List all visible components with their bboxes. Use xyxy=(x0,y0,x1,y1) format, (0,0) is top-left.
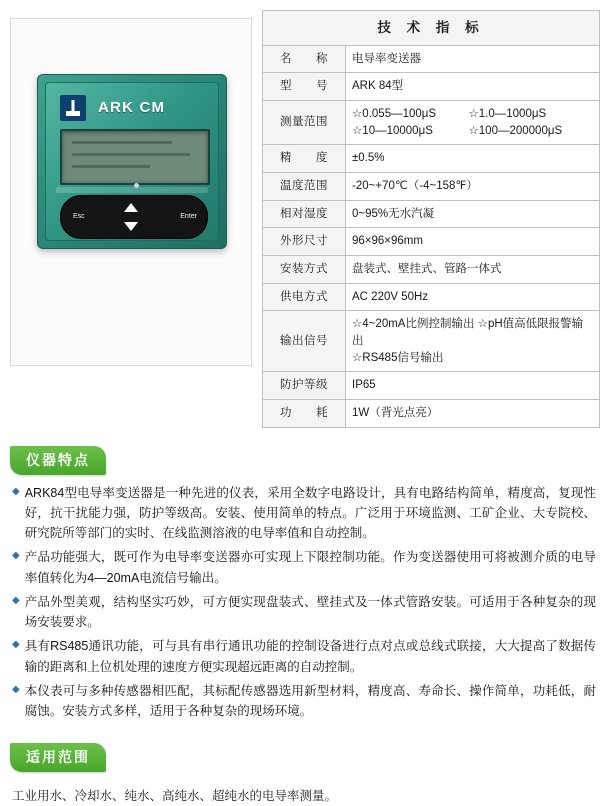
arrow-down-icon xyxy=(124,222,138,231)
spec-label-dimensions: 外形尺寸 xyxy=(263,228,346,256)
table-row xyxy=(263,283,600,311)
output-line-2: ☆RS485信号输出 xyxy=(352,351,444,364)
spec-value-name: 电导率变送器 xyxy=(346,45,600,73)
spec-value-dimensions: 96×96×96mm xyxy=(346,228,600,256)
features-list xyxy=(12,483,596,722)
table-row xyxy=(263,399,600,427)
spec-value-accuracy: ±0.5% xyxy=(346,145,600,173)
features-section-header xyxy=(10,446,106,475)
spec-label-model: 型 号 xyxy=(263,73,346,101)
diamond-bullet-icon: ◆ xyxy=(12,594,20,606)
list-item xyxy=(12,681,596,722)
feature-text: 产品功能强大，既可作为电导率变送器亦可实现上下限控制功能。作为变送器使用可将被测介质的电导率值转化为4—20mA电流信号输出。 xyxy=(24,550,596,585)
table-row xyxy=(263,255,600,283)
device-lcd-screen xyxy=(60,129,210,185)
list-item xyxy=(12,636,596,677)
spec-table-container xyxy=(262,10,600,428)
spec-value-output xyxy=(346,311,600,372)
feature-text: 产品外型美观，结构坚实巧妙，可方便实现盘装式、壁挂式及一体式管路安装。可适用于各种复杂的现场安装要求。 xyxy=(24,594,596,630)
table-row xyxy=(263,100,600,144)
diamond-bullet-icon: ◆ xyxy=(12,550,20,562)
table-row xyxy=(263,200,600,228)
table-row xyxy=(263,311,600,372)
list-item xyxy=(12,547,596,588)
table-row xyxy=(263,145,600,173)
manufacturer-logo-icon xyxy=(60,95,86,121)
range-option-4: ☆100—200000μS xyxy=(468,124,563,137)
range-option-1: ☆0.055—100μS xyxy=(352,107,437,120)
esc-key-label: Esc xyxy=(73,213,85,220)
table-row xyxy=(263,372,600,400)
table-row xyxy=(263,228,600,256)
panel-divider xyxy=(56,187,208,193)
device-keypad xyxy=(60,195,208,239)
arrow-up-icon xyxy=(124,203,138,212)
device-front-panel xyxy=(45,82,219,241)
table-row xyxy=(263,172,600,200)
feature-text: ARK84型电导率变送器是一种先进的仪表，采用全数字电路设计，具有电路结构简单，精度高，复现性好，抗干扰能力强，防护等级高。安装、使用简单的特点。广泛用于环境监测、工矿企业、大专院校、研究院所等部门的实时、在线监测溶液的电导率值和自动控制。 xyxy=(24,485,596,541)
spec-value-consumption: 1W（背光点亮） xyxy=(346,399,600,427)
diamond-bullet-icon: ◆ xyxy=(12,485,20,497)
spec-label-accuracy: 精 度 xyxy=(263,145,346,173)
spec-value-model: ARK 84型 xyxy=(346,73,600,101)
scope-description: 工业用水、冷却水、纯水、高纯水、超纯水的电导率测量。 xyxy=(12,789,338,804)
range-option-2: ☆1.0—1000μS xyxy=(468,107,547,120)
features-section-title: 仪器特点 xyxy=(10,446,106,475)
table-row-title xyxy=(263,11,600,46)
spec-label-protection: 防护等级 xyxy=(263,372,346,400)
spec-label-name: 名 称 xyxy=(263,45,346,73)
spec-table-title: 技 术 指 标 xyxy=(263,11,600,46)
diamond-bullet-icon: ◆ xyxy=(12,683,20,695)
spec-value-power: AC 220V 50Hz xyxy=(346,283,600,311)
spec-label-consumption: 功 耗 xyxy=(263,399,346,427)
spec-table xyxy=(262,10,600,428)
product-photo xyxy=(10,18,252,366)
spec-value-mounting: 盘装式、壁挂式、管路一体式 xyxy=(346,255,600,283)
spec-label-power: 供电方式 xyxy=(263,283,346,311)
spec-label-output: 输出信号 xyxy=(263,311,346,372)
spec-value-temperature: -20~+70℃（-4~158℉） xyxy=(346,172,600,200)
diamond-bullet-icon: ◆ xyxy=(12,639,20,651)
spec-label-range: 测量范围 xyxy=(263,100,346,144)
spec-label-temperature: 温度范围 xyxy=(263,172,346,200)
device-brand-label: ARK CM xyxy=(98,99,166,116)
output-line-1: ☆4~20mA比例控制输出 ☆pH值高低限报警输出 xyxy=(352,318,584,347)
table-row xyxy=(263,73,600,101)
spec-value-range xyxy=(346,100,600,144)
range-option-3: ☆10—10000μS xyxy=(352,124,433,137)
table-row xyxy=(263,45,600,73)
list-item xyxy=(12,592,596,633)
device-illustration xyxy=(37,74,227,249)
feature-text: 本仪表可与多种传感器相匹配，其标配传感器选用新型材料，精度高、寿命长、操作简单，功耗低，耐腐蚀。安装方式多样，适用于各种复杂的现场环境。 xyxy=(24,683,596,719)
spec-value-humidity: 0~95%无水汽凝 xyxy=(346,200,600,228)
spec-label-humidity: 相对湿度 xyxy=(263,200,346,228)
enter-key-label: Enter xyxy=(180,213,197,220)
spec-label-mounting: 安装方式 xyxy=(263,255,346,283)
list-item xyxy=(12,483,596,544)
scope-section-header xyxy=(10,743,106,772)
scope-section-title: 适用范围 xyxy=(10,743,106,772)
spec-value-protection: IP65 xyxy=(346,372,600,400)
feature-text: 具有RS485通讯功能，可与具有串行通讯功能的控制设备进行点对点或总线式联接，大大提高了数据传输的距离和上位机处理的速度方便实现超远距离的自动控制。 xyxy=(24,639,596,674)
